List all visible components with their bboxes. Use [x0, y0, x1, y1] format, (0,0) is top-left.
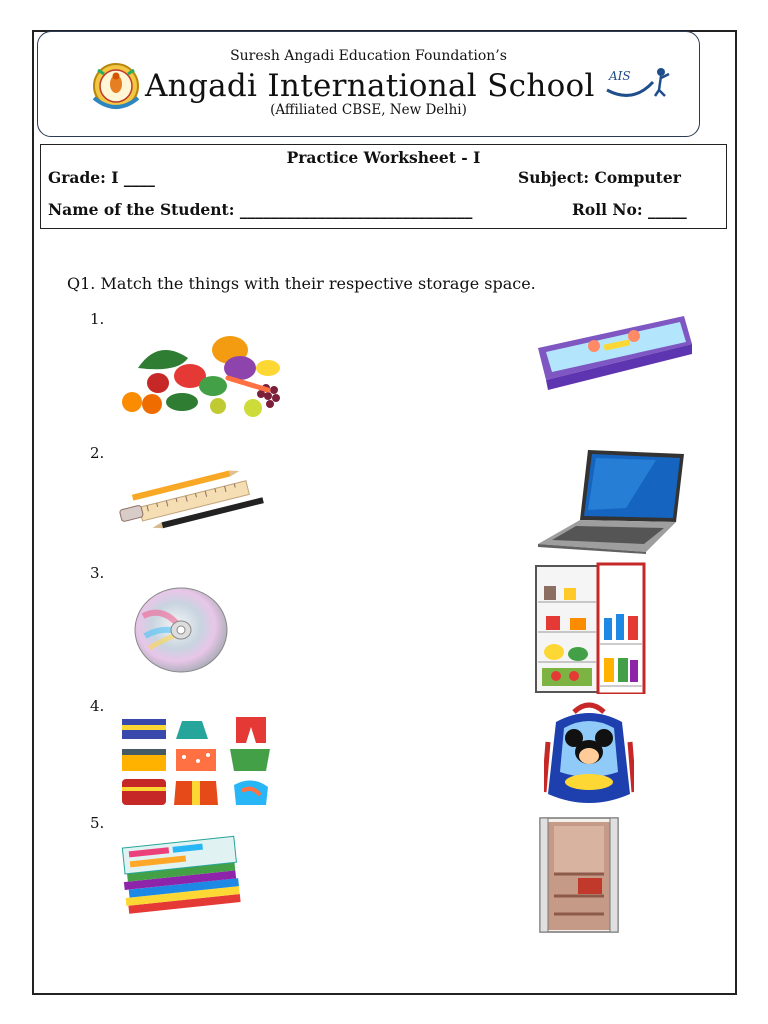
compact-disc-image[interactable] — [133, 586, 229, 674]
item-number: 3. — [90, 564, 105, 582]
grade-field[interactable]: Grade: I ____ — [48, 168, 155, 187]
refrigerator-image[interactable] — [534, 562, 646, 694]
roll-no-field[interactable]: Roll No: _____ — [572, 200, 687, 219]
item-number: 1. — [90, 310, 105, 328]
stationery-image[interactable] — [118, 464, 270, 544]
item-number: 2. — [90, 444, 105, 462]
ais-logo-text: AIS — [609, 69, 631, 83]
item-number: 4. — [90, 697, 105, 715]
item-number: 5. — [90, 814, 105, 832]
school-bag-image[interactable] — [544, 702, 634, 806]
question-text: Q1. Match the things with their respective storage space. — [67, 274, 536, 293]
school-name: Angadi International School — [145, 68, 595, 104]
cupboard-image[interactable] — [538, 816, 620, 934]
fruits-vegetables-image[interactable] — [118, 328, 290, 420]
books-image[interactable] — [116, 830, 248, 924]
foundation-name: Suresh Angadi Education Foundation’s — [230, 48, 507, 64]
worksheet-info — [40, 144, 727, 229]
laptop-image[interactable] — [536, 448, 686, 554]
clothes-image[interactable] — [118, 715, 276, 809]
worksheet-title: Practice Worksheet - I — [286, 148, 481, 167]
subject-label: Subject: Computer — [518, 168, 681, 187]
student-name-field[interactable]: Name of the Student: ______________________________ — [48, 200, 473, 219]
pencil-box-image[interactable] — [534, 308, 694, 392]
school-header — [37, 31, 700, 137]
affiliation: (Affiliated CBSE, New Delhi) — [270, 102, 467, 118]
ais-logo-icon — [603, 64, 675, 100]
